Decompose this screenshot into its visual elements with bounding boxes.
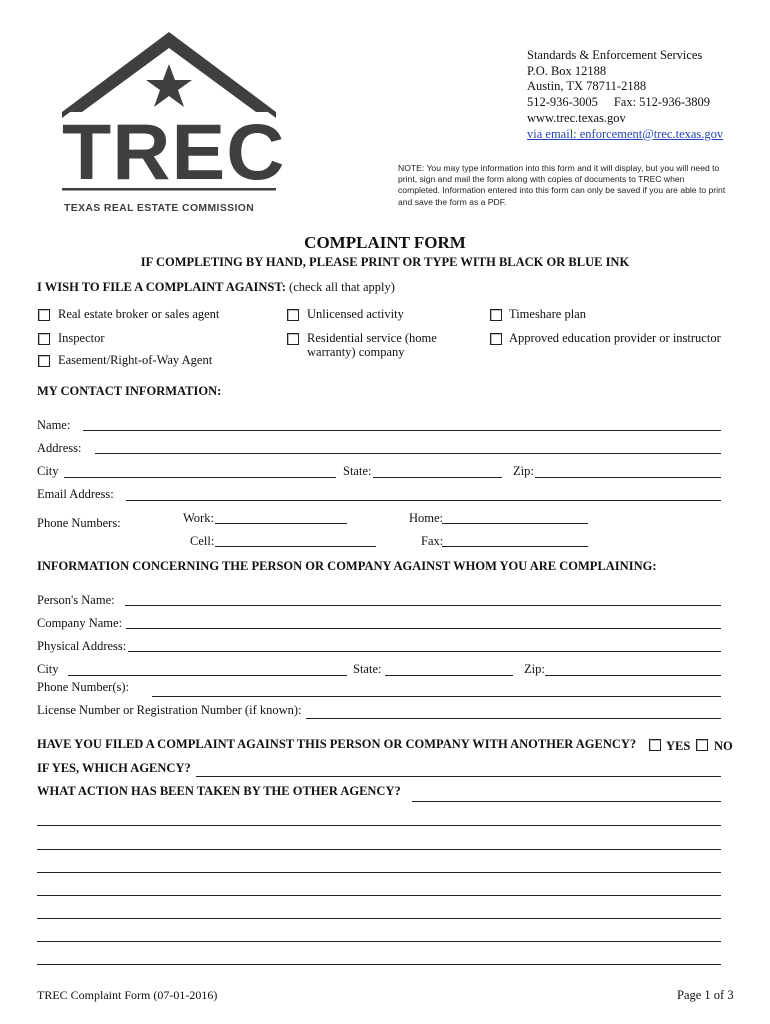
- complaint-against-heading: I WISH TO FILE A COMPLAINT AGAINST: (check all that apply): [37, 280, 395, 294]
- checkbox-no[interactable]: [696, 739, 708, 751]
- other-agency-question: HAVE YOU FILED A COMPLAINT AGAINST THIS PERSON OR COMPANY WITH ANOTHER AGENCY?: [37, 737, 637, 751]
- which-agency-field[interactable]: [196, 776, 721, 777]
- label-respondent-zip: Zip:: [524, 662, 545, 676]
- label-cell: Cell:: [190, 534, 215, 548]
- label-broker: Real estate broker or sales agent: [58, 307, 220, 321]
- checkbox-inspector[interactable]: [38, 333, 50, 345]
- label-respondent-phone: Phone Number(s):: [37, 680, 129, 694]
- checkbox-broker[interactable]: [38, 309, 50, 321]
- address-line2: P.O. Box 12188: [527, 63, 607, 78]
- zip-field[interactable]: [535, 477, 721, 478]
- page-number: Page 1 of 3: [677, 988, 734, 1002]
- label-email: Email Address:: [37, 487, 114, 501]
- label-respondent-city: City: [37, 662, 59, 676]
- label-physical-address: Physical Address:: [37, 639, 127, 653]
- checkbox-education[interactable]: [490, 333, 502, 345]
- person-name-field[interactable]: [125, 605, 721, 606]
- address-field[interactable]: [95, 453, 721, 454]
- action-taken-line[interactable]: [37, 825, 721, 826]
- note-text: NOTE: You may type information into this form and it will display, but you will need to print, sign and mail the form along with copies of documents to TREC when completed. Information entered into this form can only be saved if you are able to print and save the form as a PDF.: [398, 163, 726, 207]
- logo-wordmark: TREC: [62, 107, 286, 196]
- cell-phone-field[interactable]: [215, 546, 376, 547]
- label-yes: YES: [666, 739, 691, 753]
- checkbox-timeshare[interactable]: [490, 309, 502, 321]
- name-field[interactable]: [83, 430, 721, 431]
- respondent-heading: INFORMATION CONCERNING THE PERSON OR COMPANY AGAINST WHOM YOU ARE COMPLAINING:: [37, 559, 657, 573]
- label-license-number: License Number or Registration Number (if known):: [37, 703, 302, 717]
- label-company-name: Company Name:: [37, 616, 123, 630]
- label-residential-1: Residential service (home: [307, 331, 437, 345]
- label-home: Home:: [409, 511, 444, 525]
- company-name-field[interactable]: [126, 628, 721, 629]
- label-easement: Easement/Right-of-Way Agent: [58, 353, 213, 367]
- action-taken-line[interactable]: [37, 964, 721, 965]
- respondent-zip-field[interactable]: [545, 675, 721, 676]
- label-work: Work:: [183, 511, 214, 525]
- respondent-phone-field[interactable]: [152, 696, 721, 697]
- checkbox-residential-service[interactable]: [287, 333, 299, 345]
- respondent-state-field[interactable]: [385, 675, 513, 676]
- contact-heading: MY CONTACT INFORMATION:: [37, 384, 222, 398]
- license-number-field[interactable]: [306, 718, 721, 719]
- work-phone-field[interactable]: [215, 523, 347, 524]
- label-state: State:: [343, 464, 372, 478]
- label-action-taken: WHAT ACTION HAS BEEN TAKEN BY THE OTHER AGENCY?: [37, 784, 401, 798]
- label-person-name: Person's Name:: [37, 593, 115, 607]
- label-education: Approved education provider or instructor: [509, 331, 721, 345]
- address-website: www.trec.texas.gov: [527, 110, 626, 125]
- agency-address: [527, 48, 723, 142]
- action-taken-line[interactable]: [37, 895, 721, 896]
- state-field[interactable]: [373, 477, 502, 478]
- respondent-city-field[interactable]: [68, 675, 347, 676]
- address-line3: Austin, TX 78711-2188: [527, 79, 647, 94]
- label-zip: Zip:: [513, 464, 534, 478]
- action-taken-line[interactable]: [37, 849, 721, 850]
- label-fax: Fax:: [421, 534, 444, 548]
- label-city: City: [37, 464, 59, 478]
- checkbox-easement[interactable]: [38, 355, 50, 367]
- label-timeshare: Timeshare plan: [509, 307, 586, 321]
- label-respondent-state: State:: [353, 662, 382, 676]
- checkbox-yes[interactable]: [649, 739, 661, 751]
- label-unlicensed: Unlicensed activity: [307, 307, 404, 321]
- city-field[interactable]: [64, 477, 336, 478]
- home-phone-field[interactable]: [442, 523, 588, 524]
- form-id: TREC Complaint Form (07-01-2016): [37, 988, 218, 1002]
- label-residential-2: warranty) company: [307, 345, 405, 359]
- address-fax: Fax: 512-936-3809: [613, 95, 711, 110]
- address-phone: 512-936-3005: [527, 95, 598, 110]
- email-link[interactable]: via email: enforcement@trec.texas.gov: [527, 126, 724, 141]
- logo-subtitle: TEXAS REAL ESTATE COMMISSION: [64, 203, 255, 214]
- action-taken-field[interactable]: [412, 801, 721, 802]
- label-name: Name:: [37, 418, 71, 432]
- action-taken-line[interactable]: [37, 872, 721, 873]
- action-taken-line[interactable]: [37, 918, 721, 919]
- action-taken-line[interactable]: [37, 941, 721, 942]
- address-line1: Standards & Enforcement Services: [527, 48, 703, 62]
- label-no: NO: [714, 739, 733, 753]
- fax-field[interactable]: [442, 546, 588, 547]
- label-phone-numbers: Phone Numbers:: [37, 516, 121, 530]
- label-which-agency: IF YES, WHICH AGENCY?: [37, 761, 191, 775]
- form-subtitle: IF COMPLETING BY HAND, PLEASE PRINT OR TYPE WITH BLACK OR BLUE INK: [140, 255, 630, 269]
- checkbox-unlicensed[interactable]: [287, 309, 299, 321]
- form-title: COMPLAINT FORM: [304, 233, 466, 252]
- email-field[interactable]: [126, 500, 721, 501]
- physical-address-field[interactable]: [128, 651, 721, 652]
- star-icon: [146, 64, 192, 107]
- label-inspector: Inspector: [58, 331, 105, 345]
- label-address: Address:: [37, 441, 82, 455]
